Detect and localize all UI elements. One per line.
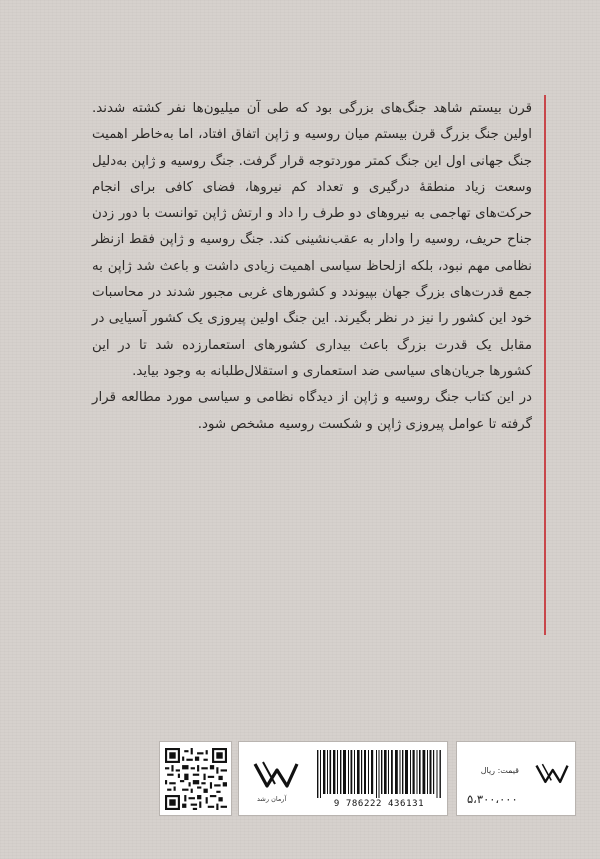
price-box xyxy=(456,741,576,816)
qr-code xyxy=(159,741,232,816)
publisher-name: آرمان رشد xyxy=(257,795,287,803)
publisher-logo-icon xyxy=(253,758,299,790)
blurb-paragraph-2: در این کتاب جنگ روسیه و ژاپن از دیدگاه نظامی و سیاسی مورد مطالعه قرار گرفته تا عوامل پیروزی ژاپن و شکست روسیه مشخص شود. xyxy=(92,390,532,432)
barcode-icon xyxy=(317,750,441,798)
book-blurb xyxy=(92,96,532,438)
accent-line xyxy=(544,95,546,635)
isbn-number: 9 786222 436131 xyxy=(333,799,425,809)
barcode-box xyxy=(238,741,448,816)
blurb-paragraph-1: قرن بیستم شاهد جنگ‌های بزرگی بود که طی آن میلیون‌ها نفر کشته شدند. اولین جنگ بزرگ قرن بیستم میان روسیه و ژاپن اتفاق افتاد، اما به‌خاطر اهمیت جنگ جهانی اول این جنگ کمتر موردتوجه قرار گرفت. جنگ روسیه و ژاپن به‌دلیل وسعت زیاد منطقهٔ درگیری و تعداد کم نیروها، فضای کافی برای انجام حرکت‌های تهاجمی به نیروهای دو طرف را داد و ارتش ژاپن توانست با دور زدن جناح حریف، روسیه را وادار به عقب‌نشینی کند. جنگ روسیه و ژاپن فقط ازنظر نظامی مهم نبود، بلکه ازلحاظ سیاسی اهمیت زیادی داشت و باعث شد ژاپن به جمع قدرت‌های بزرگ جهان بپیوندد و کشورهای غربی مجبور شدند در محاسبات خود این کشور را نیز در نظر بگیرند. این جنگ اولین پیروزی یک کشور آسیایی در مقابل یک قدرت بزرگ باعث بیداری کشورهای استعمارزده شد تا در این کشورها جریان‌های سیاسی ضد استعماری و استقلال‌طلبانه به وجود بیاید. xyxy=(91,101,532,379)
publisher-logo-small-icon xyxy=(535,760,569,786)
qr-code-icon xyxy=(165,748,227,810)
price-label: قیمت: ریال xyxy=(480,766,519,775)
price-value: ۵،۳۰۰،۰۰۰ xyxy=(467,792,518,806)
